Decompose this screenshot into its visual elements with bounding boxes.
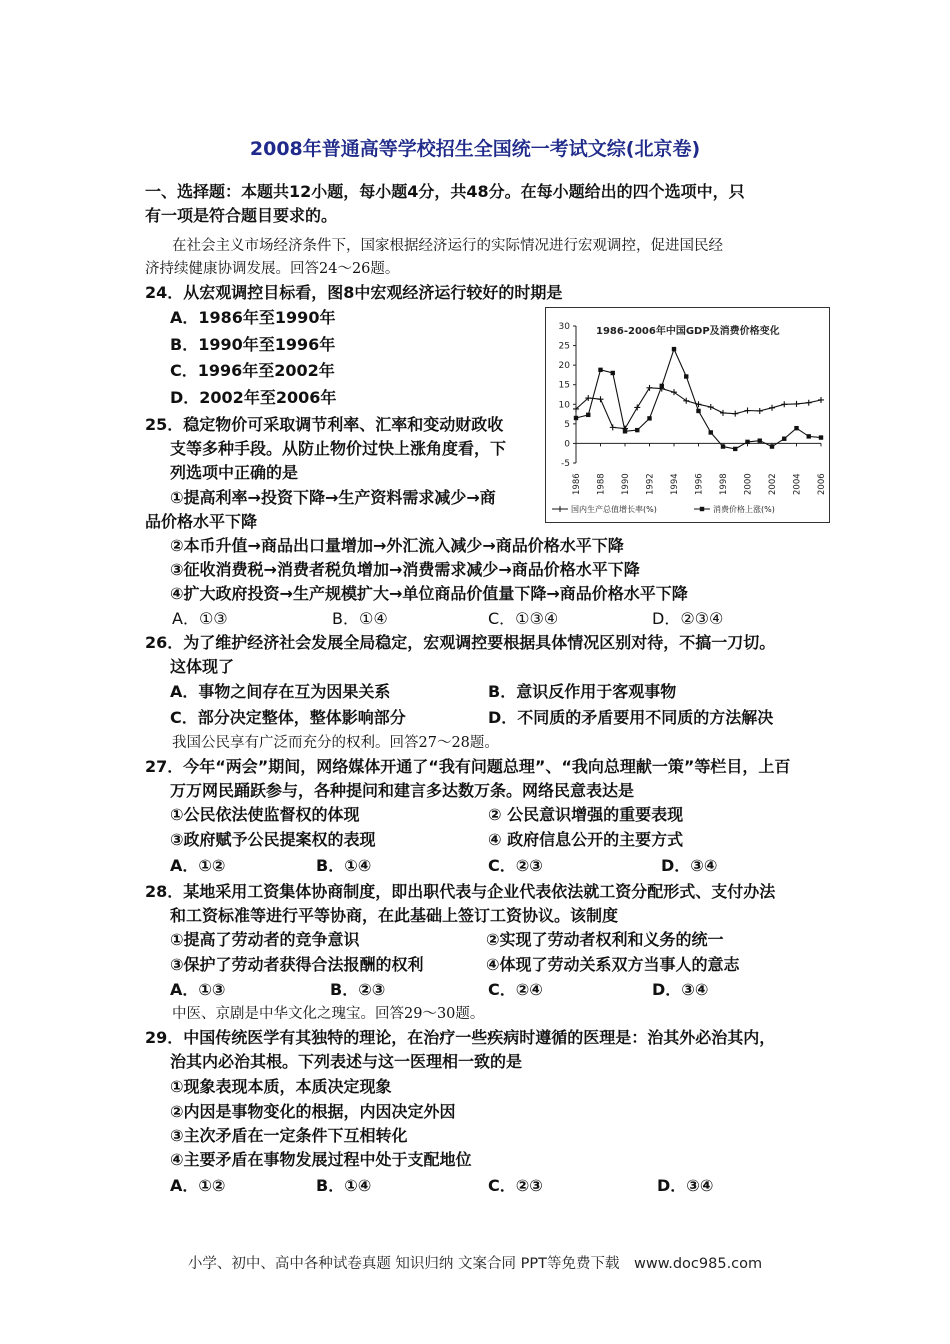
section-heading-line1: 一、选择题：本题共12小题，每小题4分，共48分。在每小题给出的四个选项中，只 <box>145 182 745 201</box>
data-point <box>769 405 775 411</box>
question-26-option-a[interactable]: A．事物之间存在互为因果关系 <box>170 682 391 701</box>
data-point <box>647 385 653 391</box>
y-tick-label: -5 <box>561 459 570 469</box>
question-26-stem-line1: 26．为了维护经济社会发展全局稳定，宏观调控要根据具体情况区别对待，不搞一刀切。 <box>145 633 776 652</box>
data-point <box>757 408 763 414</box>
y-tick-label: 5 <box>564 419 570 430</box>
y-tick-label: 30 <box>558 322 570 332</box>
question-29-choice-a[interactable]: A．①② <box>170 1176 226 1195</box>
question-27-stem-line2: 万万网民踊跃参与，各种提问和建言多达数万条。网络民意表达是 <box>170 781 635 800</box>
x-tick-label: 2002 <box>768 473 778 495</box>
question-25-item-3: ③征收消费税→消费者税负增加→消费需求减少→商品价格水平下降 <box>170 560 640 579</box>
data-point <box>696 409 700 413</box>
intro-passage-2: 我国公民享有广泛而充分的权利。回答27～28题。 <box>172 735 499 751</box>
x-tick-label: 1986 <box>572 473 582 495</box>
x-tick-label: 2000 <box>743 473 754 495</box>
question-24-option-b[interactable]: B．1990年至1996年 <box>170 335 336 354</box>
data-point <box>758 438 762 442</box>
x-tick-label: 1998 <box>719 473 729 495</box>
question-25-item-4: ④扩大政府投资→生产规模扩大→单位商品价值量下降→商品价格水平下降 <box>170 584 688 603</box>
question-29-choice-d[interactable]: D．③④ <box>657 1176 714 1195</box>
x-tick-label: 1988 <box>596 473 607 495</box>
data-point <box>807 434 811 438</box>
y-tick-label: 0 <box>564 439 570 450</box>
x-tick-label: 2004 <box>792 473 803 495</box>
question-25-choice-c[interactable]: C．①③④ <box>488 609 559 628</box>
intro-passage-1-line1: 在社会主义市场经济条件下，国家根据经济运行的实际情况进行宏观调控，促进国民经 <box>172 238 723 254</box>
question-26-stem-line2: 这体现了 <box>170 657 235 676</box>
question-25-item-1-line1: ①提高利率→投资下降→生产资料需求减少→商 <box>170 488 496 507</box>
intro-passage-1-line2: 济持续健康协调发展。回答24～26题。 <box>145 261 400 277</box>
data-point <box>598 396 604 402</box>
question-27-choice-b[interactable]: B．①④ <box>316 856 372 875</box>
data-point <box>819 435 823 439</box>
question-27-stem-line1: 27．今年“两会”期间，网络媒体开通了“我有问题总理”、“我向总理献一策”等栏目，上百 <box>145 757 791 776</box>
question-28-choice-c[interactable]: C．②④ <box>488 980 543 999</box>
question-24-stem: 24．从宏观调控目标看，图8中宏观经济运行较好的时期是 <box>145 283 563 302</box>
question-28-item-2: ②实现了劳动者权利和义务的统一 <box>486 930 724 949</box>
question-27-choice-d[interactable]: D．③④ <box>661 856 718 875</box>
data-point <box>732 411 738 417</box>
data-point <box>610 424 616 430</box>
question-25-item-1-line2: 品价格水平下降 <box>145 512 258 531</box>
y-tick-label: 15 <box>558 380 570 391</box>
y-tick-label: 10 <box>558 400 570 411</box>
data-point <box>574 416 578 420</box>
footer-watermark: 小学、初中、高中各种试卷真题 知识归纳 文案合同 PPT等免费下载 www.doc985.com <box>187 1256 763 1272</box>
data-point <box>708 404 714 410</box>
question-29-item-2: ②内因是事物变化的根据，内因决定外因 <box>170 1102 456 1121</box>
question-24-option-a[interactable]: A．1986年至1990年 <box>170 308 336 327</box>
question-28-stem-line1: 28．某地采用工资集体协商制度，即出职代表与企业代表依法就工资分配形式、支付办法 <box>145 882 776 901</box>
question-29-stem-line2: 治其内必治其根。下列表述与这一医理相一致的是 <box>170 1052 523 1071</box>
question-29-item-4: ④主要矛盾在事物发展过程中处于支配地位 <box>170 1150 472 1169</box>
chart-title: 1986-2006年中国GDP及消费价格变化 <box>596 326 780 337</box>
question-27-item-3: ③政府赋予公民提案权的表现 <box>170 830 376 849</box>
series-line-1 <box>576 388 821 429</box>
gdp-cpi-line-chart <box>545 307 830 523</box>
x-tick-label: 1996 <box>694 473 705 495</box>
data-point <box>684 374 688 378</box>
y-tick-label: 25 <box>558 341 570 352</box>
legend-marker-2 <box>700 507 704 511</box>
data-point <box>611 371 615 375</box>
data-point <box>794 401 800 407</box>
legend-label-2: 消费价格上涨(%) <box>713 505 775 514</box>
page-title: 2008年普通高等学校招生全国统一考试文综(北京卷) <box>249 138 701 160</box>
question-29-item-1: ①现象表现本质，本质决定现象 <box>170 1077 392 1096</box>
question-28-choice-d[interactable]: D．③④ <box>652 980 709 999</box>
question-25-choice-b[interactable]: B．①④ <box>332 609 388 628</box>
question-26-option-c[interactable]: C．部分决定整体，整体影响部分 <box>170 708 406 727</box>
data-point <box>623 429 627 433</box>
data-point <box>709 430 713 434</box>
question-29-choice-b[interactable]: B．①④ <box>316 1176 372 1195</box>
data-point <box>733 447 737 451</box>
question-25-stem-line3: 列选项中正确的是 <box>170 463 299 482</box>
question-29-stem-line1: 29．中国传统医学有其独特的理论，在治疗一些疾病时遵循的医理是：治其外必治其内， <box>145 1028 776 1047</box>
x-tick-label: 1990 <box>621 473 631 495</box>
question-25-stem-line2: 支等多种手段。从防止物价过快上涨角度看，下 <box>170 439 507 458</box>
data-point <box>782 437 786 441</box>
question-26-option-b[interactable]: B．意识反作用于客观事物 <box>488 682 677 701</box>
section-heading-line2: 有一项是符合题目要求的。 <box>145 206 338 225</box>
y-tick-label: 20 <box>558 361 570 372</box>
data-point <box>720 410 726 416</box>
data-point <box>635 428 639 432</box>
question-26-option-d[interactable]: D．不同质的矛盾要用不同质的方法解决 <box>488 708 774 727</box>
chart-svg <box>546 308 829 522</box>
data-point <box>660 384 664 388</box>
series-line-2 <box>576 349 821 449</box>
question-29-item-3: ③主次矛盾在一定条件下互相转化 <box>170 1126 408 1145</box>
intro-passage-3: 中医、京剧是中华文化之瑰宝。回答29～30题。 <box>172 1006 485 1022</box>
question-25-choice-d[interactable]: D．②③④ <box>652 609 724 628</box>
question-28-choice-a[interactable]: A．①③ <box>170 980 226 999</box>
question-28-item-4: ④体现了劳动关系双方当事人的意志 <box>486 955 740 974</box>
data-point <box>818 397 824 403</box>
data-point <box>721 444 725 448</box>
question-29-choice-c[interactable]: C．②③ <box>488 1176 543 1195</box>
data-point <box>806 400 812 406</box>
data-point <box>647 416 651 420</box>
data-point <box>781 401 787 407</box>
x-tick-label: 1992 <box>645 473 656 495</box>
question-27-choice-c[interactable]: C．②③ <box>488 856 543 875</box>
question-25-stem-line1: 25．稳定物价可采取调节利率、汇率和变动财政收 <box>145 415 504 434</box>
data-point <box>745 408 751 414</box>
data-point <box>586 413 590 417</box>
x-tick-label: 2006 <box>817 473 827 495</box>
question-25-item-2: ②本币升值→商品出口量增加→外汇流入减少→商品价格水平下降 <box>170 536 624 555</box>
data-point <box>794 426 798 430</box>
data-point <box>745 440 749 444</box>
question-28-item-3: ③保护了劳动者获得合法报酬的权利 <box>170 955 424 974</box>
data-point <box>598 368 602 372</box>
question-25-choice-a[interactable]: A．①③ <box>172 609 228 628</box>
question-27-item-1: ①公民依法使监督权的体现 <box>170 805 360 824</box>
data-point <box>770 444 774 448</box>
data-point <box>672 347 676 351</box>
legend-label-1: 国内生产总值增长率(%) <box>571 505 657 514</box>
question-27-choice-a[interactable]: A．①② <box>170 856 226 875</box>
question-28-choice-b[interactable]: B．②③ <box>330 980 386 999</box>
question-28-stem-line2: 和工资标准等进行平等协商，在此基础上签订工资协议。该制度 <box>170 906 619 925</box>
question-27-item-4: ④ 政府信息公开的主要方式 <box>488 830 684 849</box>
legend-marker-1 <box>557 506 563 512</box>
question-27-item-2: ② 公民意识增强的重要表现 <box>488 805 684 824</box>
question-24-option-c[interactable]: C．1996年至2002年 <box>170 361 335 380</box>
data-point <box>634 404 640 410</box>
question-24-option-d[interactable]: D．2002年至2006年 <box>170 388 337 407</box>
x-tick-label: 1994 <box>670 473 680 495</box>
question-28-item-1: ①提高了劳动者的竞争意识 <box>170 930 360 949</box>
